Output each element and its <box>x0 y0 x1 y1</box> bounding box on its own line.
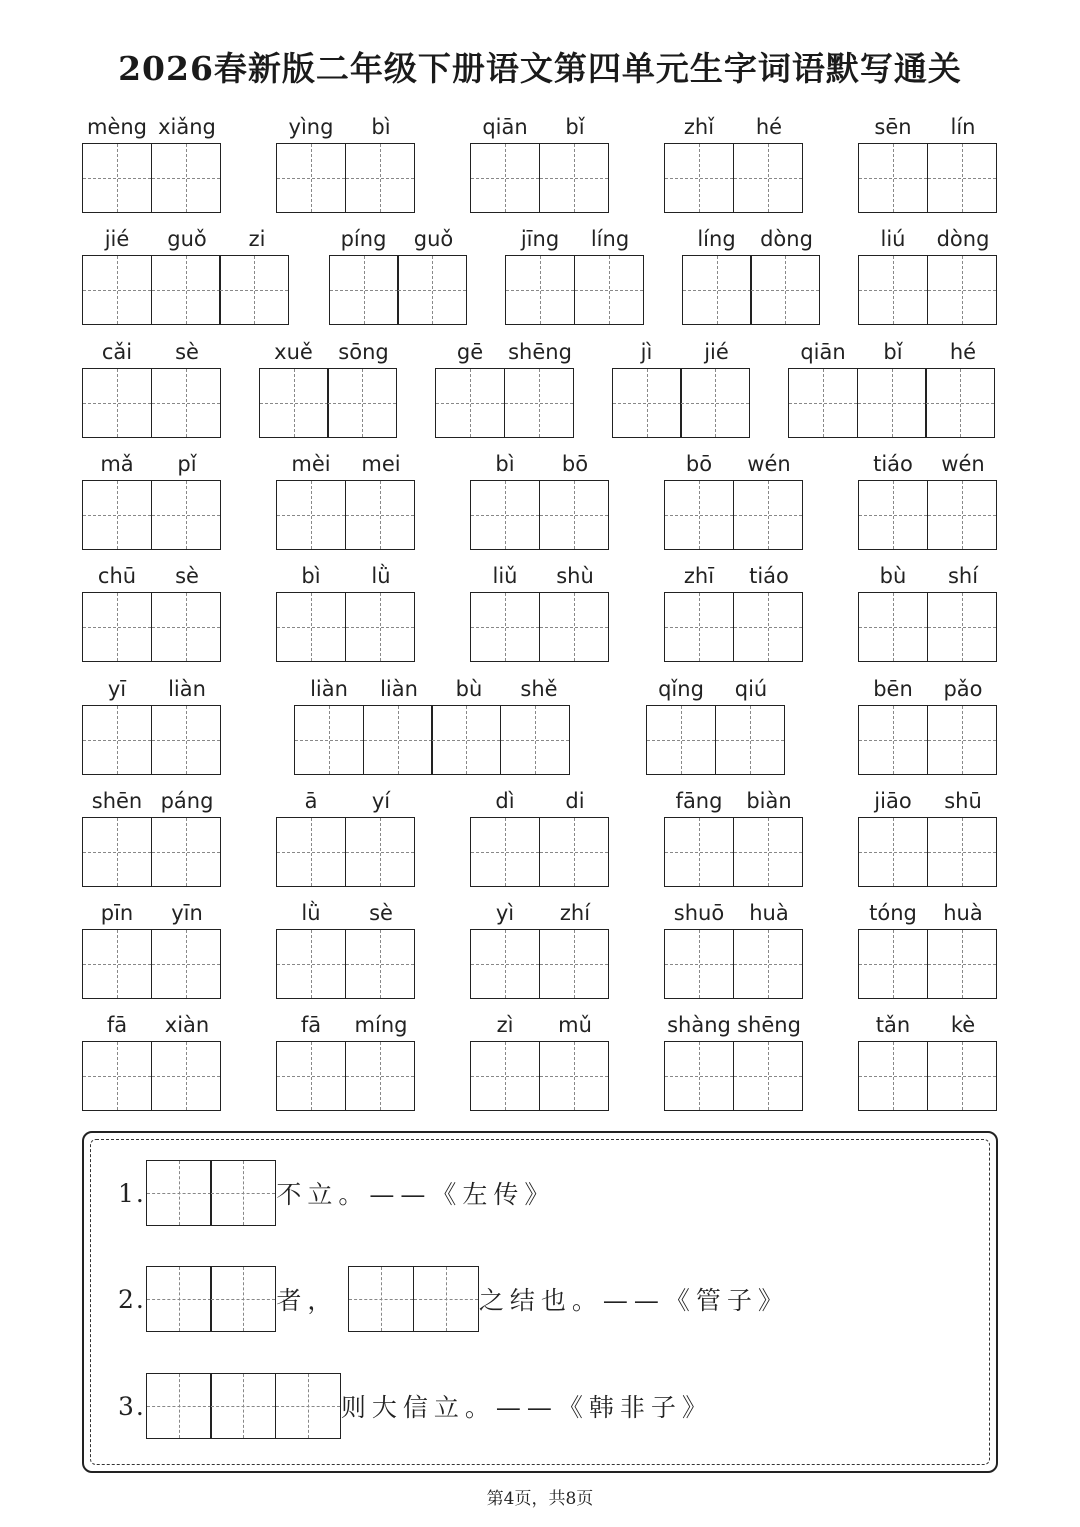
writing-cell[interactable] <box>664 929 734 999</box>
writing-boxes[interactable] <box>276 1041 415 1111</box>
writing-cell[interactable] <box>151 705 221 775</box>
pinyin-syllable: lǜ <box>301 901 321 926</box>
writing-boxes[interactable] <box>858 255 997 325</box>
word-group <box>858 674 998 712</box>
writing-cell[interactable] <box>329 255 399 325</box>
writing-boxes[interactable] <box>858 1041 997 1111</box>
pinyin-syllable: tiáo <box>749 564 789 589</box>
pinyin-syllable: tóng <box>869 901 917 926</box>
pinyin-syllable: dòng <box>936 227 990 252</box>
writing-boxes[interactable] <box>82 705 221 775</box>
pinyin-syllable: bǐ <box>883 339 903 364</box>
pinyin-syllable: pǎo <box>943 676 983 701</box>
pinyin-syllable: jié <box>104 227 130 252</box>
writing-cell[interactable] <box>927 705 997 775</box>
answer-cells[interactable] <box>146 1160 277 1226</box>
word-group <box>276 786 416 824</box>
writing-cell[interactable] <box>664 817 734 887</box>
pinyin-syllable: shuō <box>673 901 725 926</box>
word-group <box>82 337 222 375</box>
writing-cell[interactable] <box>927 817 997 887</box>
writing-cell[interactable] <box>151 817 221 887</box>
writing-cell[interactable] <box>82 705 152 775</box>
writing-boxes[interactable] <box>682 255 821 325</box>
writing-cell[interactable] <box>82 368 152 438</box>
word-group <box>505 224 645 262</box>
pinyin-syllable: bì <box>371 115 391 139</box>
writing-boxes[interactable] <box>82 817 221 887</box>
writing-cell[interactable] <box>82 929 152 999</box>
writing-boxes[interactable] <box>276 592 415 662</box>
writing-cell[interactable] <box>363 705 433 775</box>
writing-cell[interactable] <box>345 1041 415 1111</box>
pinyin-syllable: shù <box>556 564 594 589</box>
pinyin-syllable: qiú <box>734 676 768 701</box>
pinyin-syllable: shū <box>944 788 982 813</box>
quote-line-1 <box>118 1160 555 1226</box>
pinyin-syllable: bǐ <box>565 115 585 139</box>
writing-cell[interactable] <box>539 480 609 550</box>
word-group <box>858 449 998 487</box>
pinyin-syllable: bù <box>455 676 483 701</box>
pinyin-syllable: líng <box>697 227 736 252</box>
pinyin-syllable: biàn <box>746 788 792 813</box>
pinyin-syllable: xiǎng <box>158 115 216 139</box>
word-group <box>82 449 222 487</box>
writing-cell[interactable] <box>210 1373 276 1439</box>
pinyin-syllable: bù <box>879 564 907 589</box>
writing-cell[interactable] <box>646 705 716 775</box>
pinyin-syllable: lín <box>950 115 976 139</box>
word-group <box>664 561 804 599</box>
quote-line-3 <box>118 1373 713 1439</box>
writing-cell[interactable] <box>151 143 221 213</box>
word-group <box>664 1010 804 1048</box>
writing-boxes[interactable] <box>276 480 415 550</box>
word-group <box>612 337 752 375</box>
pinyin-syllable: qǐng <box>658 676 704 701</box>
writing-boxes[interactable] <box>470 817 609 887</box>
writing-cell[interactable] <box>858 817 928 887</box>
writing-cell[interactable] <box>470 143 540 213</box>
writing-cell[interactable] <box>345 480 415 550</box>
word-group <box>82 786 222 824</box>
page-title: 2026春新版二年级下册语文第四单元生字词语默写通关 <box>118 49 962 88</box>
pinyin-syllable: zi <box>248 227 266 252</box>
writing-boxes[interactable] <box>858 143 997 213</box>
word-group <box>664 898 804 936</box>
writing-cell[interactable] <box>276 480 346 550</box>
quote-text: 则大信立。——《韩非子》 <box>340 1393 713 1422</box>
writing-boxes[interactable] <box>505 255 644 325</box>
writing-cell[interactable] <box>927 592 997 662</box>
writing-cell[interactable] <box>82 480 152 550</box>
pinyin-syllable: dòng <box>760 227 813 252</box>
word-group <box>858 898 998 936</box>
word-group <box>82 224 292 262</box>
pinyin-syllable: zhī <box>683 564 715 589</box>
writing-boxes[interactable] <box>82 592 221 662</box>
writing-cell[interactable] <box>733 817 803 887</box>
writing-cell[interactable] <box>927 143 997 213</box>
writing-cell[interactable] <box>733 929 803 999</box>
word-group <box>435 337 575 375</box>
word-group <box>82 561 222 599</box>
pinyin-syllable: huà <box>749 901 789 926</box>
pinyin-syllable: shēng <box>508 339 572 364</box>
pinyin-syllable: jié <box>704 339 729 364</box>
pinyin-syllable: líng <box>590 227 630 252</box>
pinyin-syllable: fāng <box>675 788 723 813</box>
pinyin-syllable: mǎ <box>100 451 134 476</box>
writing-cell[interactable] <box>470 817 540 887</box>
pinyin-syllable: guǒ <box>167 227 207 252</box>
writing-boxes[interactable] <box>435 368 574 438</box>
writing-cell[interactable] <box>539 592 609 662</box>
writing-cell[interactable] <box>276 1041 346 1111</box>
writing-cell[interactable] <box>680 368 750 438</box>
pinyin-syllable: bì <box>495 451 515 476</box>
writing-cell[interactable] <box>733 592 803 662</box>
writing-cell[interactable] <box>470 480 540 550</box>
writing-cell[interactable] <box>574 255 644 325</box>
pinyin-syllable: sè <box>369 901 393 926</box>
writing-cell[interactable] <box>715 705 785 775</box>
pinyin-syllable: jiāo <box>874 788 912 813</box>
writing-cell[interactable] <box>345 817 415 887</box>
writing-boxes[interactable] <box>470 480 609 550</box>
pinyin-syllable: bì <box>301 564 321 589</box>
writing-cell[interactable] <box>733 1041 803 1111</box>
writing-cell[interactable] <box>858 592 928 662</box>
word-group <box>276 112 416 150</box>
pinyin-syllable: shēng <box>737 1013 801 1038</box>
pinyin-syllable: shě <box>520 676 558 701</box>
writing-cell[interactable] <box>664 143 734 213</box>
writing-boxes[interactable] <box>276 143 415 213</box>
word-group <box>682 224 822 262</box>
writing-cell[interactable] <box>664 1041 734 1111</box>
writing-cell[interactable] <box>470 592 540 662</box>
pinyin-syllable: bō <box>685 451 713 476</box>
writing-cell[interactable] <box>219 255 289 325</box>
writing-cell[interactable] <box>275 1373 341 1439</box>
writing-boxes[interactable] <box>82 929 221 999</box>
pinyin-syllable: ā <box>304 788 318 813</box>
writing-boxes[interactable] <box>612 368 751 438</box>
writing-boxes[interactable] <box>664 929 803 999</box>
writing-boxes[interactable] <box>858 480 997 550</box>
writing-cell[interactable] <box>612 368 682 438</box>
writing-cell[interactable] <box>500 705 570 775</box>
pinyin-syllable: fā <box>300 1013 322 1038</box>
writing-boxes[interactable] <box>664 592 803 662</box>
pinyin-syllable: lǜ <box>371 564 391 589</box>
pinyin-syllable: gē <box>456 339 484 364</box>
writing-cell[interactable] <box>348 1266 414 1332</box>
pinyin-syllable: yí <box>371 788 391 813</box>
writing-cell[interactable] <box>327 368 397 438</box>
pinyin-syllable: bō <box>561 451 589 476</box>
pinyin-syllable: sēn <box>874 115 912 139</box>
pinyin-syllable: kè <box>950 1013 976 1038</box>
writing-cell[interactable] <box>146 1160 212 1226</box>
pinyin-syllable: mèi <box>291 451 331 476</box>
writing-cell[interactable] <box>151 592 221 662</box>
writing-boxes[interactable] <box>470 143 609 213</box>
writing-boxes[interactable] <box>470 1041 609 1111</box>
word-group <box>294 674 574 712</box>
quote-text: 者， <box>276 1286 339 1315</box>
quote-line-2 <box>118 1266 789 1332</box>
answer-cells[interactable] <box>146 1266 277 1332</box>
word-group <box>858 786 998 824</box>
pinyin-syllable: xuě <box>274 339 313 364</box>
pinyin-syllable: jīng <box>520 227 560 252</box>
pinyin-syllable: jì <box>640 339 653 364</box>
writing-boxes[interactable] <box>294 705 570 775</box>
writing-cell[interactable] <box>733 480 803 550</box>
pinyin-syllable: dì <box>495 788 515 813</box>
writing-cell[interactable] <box>151 368 221 438</box>
word-group <box>858 1010 998 1048</box>
writing-cell[interactable] <box>539 929 609 999</box>
pinyin-syllable: hé <box>755 115 783 139</box>
writing-cell[interactable] <box>151 929 221 999</box>
pinyin-syllable: wén <box>747 451 791 476</box>
writing-cell[interactable] <box>345 929 415 999</box>
pinyin-syllable: mei <box>361 451 401 476</box>
writing-boxes[interactable] <box>276 817 415 887</box>
pinyin-syllable: liú <box>880 227 906 252</box>
writing-cell[interactable] <box>345 143 415 213</box>
pinyin-syllable: fā <box>106 1013 128 1038</box>
writing-cell[interactable] <box>858 480 928 550</box>
writing-boxes[interactable] <box>646 705 785 775</box>
writing-boxes[interactable] <box>329 255 468 325</box>
word-group <box>664 449 804 487</box>
writing-cell[interactable] <box>470 1041 540 1111</box>
word-group <box>858 224 998 262</box>
word-group <box>646 674 786 712</box>
pinyin-syllable: qiān <box>482 115 528 139</box>
pinyin-syllable: pīn <box>100 901 134 926</box>
pinyin-syllable: zhǐ <box>683 115 715 139</box>
word-group <box>858 112 998 150</box>
pinyin-syllable: sè <box>175 564 199 589</box>
writing-boxes[interactable] <box>82 368 221 438</box>
writing-boxes[interactable] <box>858 592 997 662</box>
word-group <box>470 786 610 824</box>
writing-cell[interactable] <box>146 1373 212 1439</box>
word-group <box>858 561 998 599</box>
writing-cell[interactable] <box>505 255 575 325</box>
writing-cell[interactable] <box>276 143 346 213</box>
pinyin-syllable: yīn <box>171 901 203 926</box>
writing-cell[interactable] <box>858 705 928 775</box>
pinyin-syllable: hé <box>949 339 977 364</box>
writing-cell[interactable] <box>858 1041 928 1111</box>
writing-cell[interactable] <box>927 480 997 550</box>
writing-cell[interactable] <box>682 255 752 325</box>
writing-cell[interactable] <box>858 929 928 999</box>
word-group <box>82 112 222 150</box>
pinyin-syllable: huà <box>943 901 983 926</box>
writing-boxes[interactable] <box>664 1041 803 1111</box>
writing-boxes[interactable] <box>82 1041 221 1111</box>
writing-cell[interactable] <box>435 368 505 438</box>
word-group <box>664 786 804 824</box>
writing-cell[interactable] <box>210 1160 276 1226</box>
writing-boxes[interactable] <box>858 817 997 887</box>
pinyin-syllable: chū <box>97 564 137 589</box>
pinyin-syllable: yìng <box>288 115 334 139</box>
quote-number: 3. <box>118 1391 146 1421</box>
pinyin-syllable: bēn <box>873 676 913 701</box>
pinyin-syllable: di <box>565 788 585 813</box>
writing-boxes[interactable] <box>470 592 609 662</box>
writing-cell[interactable] <box>276 817 346 887</box>
writing-cell[interactable] <box>276 929 346 999</box>
word-group <box>276 561 416 599</box>
pinyin-syllable: tiáo <box>873 451 913 476</box>
pinyin-syllable: liǔ <box>492 564 518 589</box>
writing-boxes[interactable] <box>664 143 803 213</box>
writing-cell[interactable] <box>82 1041 152 1111</box>
quote-number: 1. <box>118 1178 146 1208</box>
word-group <box>276 1010 416 1048</box>
writing-cell[interactable] <box>750 255 820 325</box>
pinyin-syllable: cǎi <box>101 339 133 364</box>
pinyin-syllable: sè <box>175 339 199 364</box>
writing-cell[interactable] <box>294 705 364 775</box>
word-group <box>329 224 469 262</box>
writing-cell[interactable] <box>925 368 995 438</box>
writing-cell[interactable] <box>82 592 152 662</box>
writing-cell[interactable] <box>858 255 928 325</box>
pinyin-syllable: mèng <box>86 115 148 139</box>
writing-cell[interactable] <box>858 143 928 213</box>
writing-boxes[interactable] <box>664 480 803 550</box>
writing-cell[interactable] <box>733 143 803 213</box>
pinyin-syllable: píng <box>340 227 387 252</box>
writing-cell[interactable] <box>397 255 467 325</box>
pinyin-syllable: yì <box>495 901 515 926</box>
writing-boxes[interactable] <box>276 929 415 999</box>
writing-cell[interactable] <box>210 1266 276 1332</box>
writing-cell[interactable] <box>146 1266 212 1332</box>
word-group <box>788 337 998 375</box>
pinyin-syllable: guǒ <box>413 227 454 252</box>
pinyin-syllable: páng <box>160 788 214 813</box>
word-group <box>276 449 416 487</box>
writing-cell[interactable] <box>413 1266 479 1332</box>
word-group <box>470 561 610 599</box>
writing-cell[interactable] <box>664 480 734 550</box>
pinyin-syllable: yī <box>107 676 127 701</box>
word-group <box>470 112 610 150</box>
pinyin-syllable: tǎn <box>875 1013 911 1038</box>
pinyin-syllable: liàn <box>380 676 418 701</box>
pinyin-syllable: wén <box>941 451 985 476</box>
writing-cell[interactable] <box>151 255 221 325</box>
quote-text: 之结也。——《管子》 <box>478 1286 789 1315</box>
writing-cell[interactable] <box>857 368 927 438</box>
word-group <box>276 898 416 936</box>
writing-cell[interactable] <box>431 705 501 775</box>
writing-cell[interactable] <box>504 368 574 438</box>
quote-text: 不立。——《左传》 <box>276 1180 556 1209</box>
writing-boxes[interactable] <box>664 817 803 887</box>
writing-cell[interactable] <box>539 143 609 213</box>
pinyin-syllable: shēn <box>91 788 143 813</box>
writing-cell[interactable] <box>259 368 329 438</box>
writing-cell[interactable] <box>276 592 346 662</box>
writing-boxes[interactable] <box>858 929 997 999</box>
writing-cell[interactable] <box>788 368 858 438</box>
writing-cell[interactable] <box>539 1041 609 1111</box>
word-group <box>259 337 399 375</box>
writing-cell[interactable] <box>927 255 997 325</box>
pinyin-syllable: zì <box>496 1013 514 1038</box>
word-group <box>82 1010 222 1048</box>
word-group <box>82 898 222 936</box>
writing-cell[interactable] <box>927 1041 997 1111</box>
pinyin-syllable: mǔ <box>558 1013 592 1038</box>
pinyin-syllable: qiān <box>800 339 846 364</box>
writing-cell[interactable] <box>82 143 152 213</box>
word-group <box>664 112 804 150</box>
pinyin-syllable: xiàn <box>164 1013 210 1038</box>
writing-boxes[interactable] <box>858 705 997 775</box>
writing-boxes[interactable] <box>259 368 398 438</box>
writing-cell[interactable] <box>82 817 152 887</box>
page-footer: 第4页，共8页 <box>486 1489 594 1509</box>
pinyin-syllable: shí <box>947 564 979 589</box>
writing-cell[interactable] <box>539 817 609 887</box>
pinyin-syllable: shàng <box>667 1013 731 1038</box>
pinyin-syllable: liàn <box>168 676 206 701</box>
writing-boxes[interactable] <box>82 143 221 213</box>
writing-cell[interactable] <box>151 1041 221 1111</box>
writing-boxes[interactable] <box>788 368 995 438</box>
answer-cells[interactable] <box>146 1373 341 1439</box>
pinyin-syllable: míng <box>354 1013 408 1038</box>
writing-cell[interactable] <box>664 592 734 662</box>
word-group <box>82 674 222 712</box>
quote-number: 2. <box>118 1284 146 1314</box>
word-group <box>470 449 610 487</box>
answer-cells[interactable] <box>348 1266 479 1332</box>
pinyin-syllable: pǐ <box>177 451 197 476</box>
writing-cell[interactable] <box>927 929 997 999</box>
pinyin-syllable: liàn <box>310 676 348 701</box>
writing-boxes[interactable] <box>470 929 609 999</box>
writing-cell[interactable] <box>345 592 415 662</box>
pinyin-syllable: zhí <box>559 901 591 926</box>
writing-boxes[interactable] <box>82 480 221 550</box>
writing-boxes[interactable] <box>82 255 289 325</box>
pinyin-syllable: sōng <box>338 339 389 364</box>
word-group <box>470 898 610 936</box>
writing-cell[interactable] <box>82 255 152 325</box>
word-group <box>470 1010 610 1048</box>
writing-cell[interactable] <box>151 480 221 550</box>
writing-cell[interactable] <box>470 929 540 999</box>
